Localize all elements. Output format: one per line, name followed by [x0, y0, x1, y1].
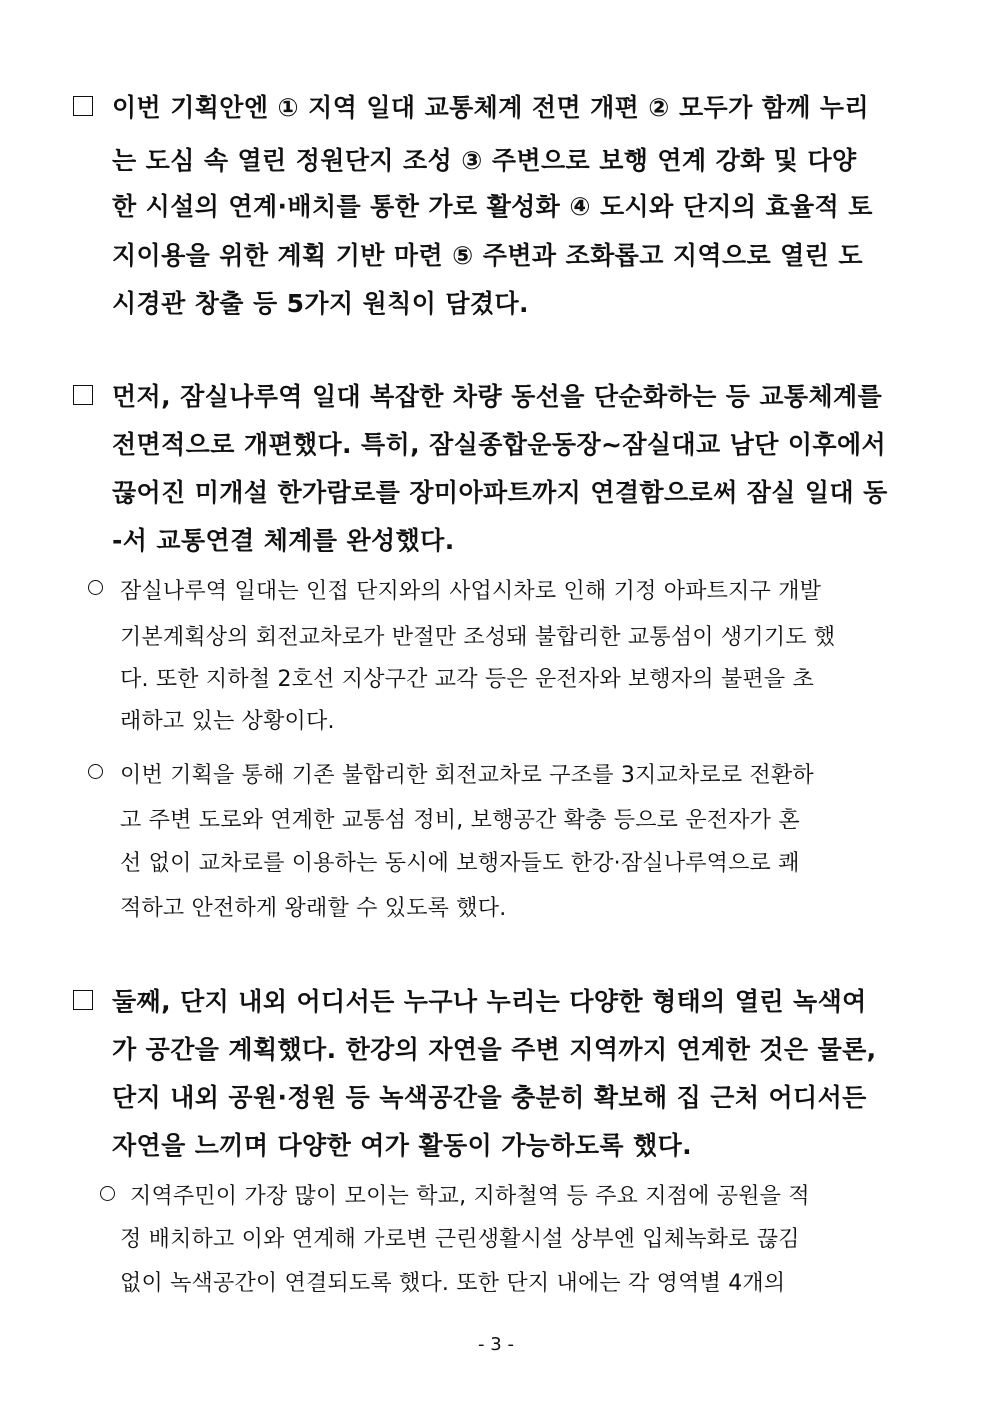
checkbox-square-marker [73, 385, 93, 405]
section-1-line-3: 한 시설의 연계·배치를 통한 가로 활성화 ④ 도시와 단지의 효율적 토 [112, 192, 873, 221]
sub-2-1-line-1: 잠실나루역 일대는 인접 단지와의 사업시차로 인해 기정 아파트지구 개발 [120, 579, 822, 604]
sub-2-2-line-4: 적하고 안전하게 왕래할 수 있도록 했다. [120, 896, 507, 921]
sub-2-1-line-2: 기본계획상의 회전교차로가 반절만 조성돼 불합리한 교통섬이 생기기도 했 [120, 625, 836, 650]
section-2-line-4: -서 교통연결 체계를 완성했다. [112, 526, 455, 555]
circle-bullet-marker [88, 580, 103, 595]
section-2-line-3: 끊어진 미개설 한가람로를 장미아파트까지 연결함으로써 잠실 일대 동 [112, 478, 888, 507]
circle-bullet-marker [100, 1186, 115, 1201]
checkbox-square-marker [73, 990, 93, 1010]
section-1-line-5: 시경관 창출 등 5가지 원칙이 담겼다. [112, 289, 529, 318]
section-2-line-1: 먼저, 잠실나루역 일대 복잡한 차량 동선을 단순화하는 등 교통체계를 [112, 382, 883, 411]
section-3-line-2: 가 공간을 계획했다. 한강의 자연을 주변 지역까지 연계한 것은 물론, [112, 1035, 877, 1064]
section-1-line-4: 지이용을 위한 계획 기반 마련 ⑤ 주변과 조화롭고 지역으로 열린 도 [112, 241, 863, 270]
sub-2-2-line-2: 고 주변 도로와 연계한 교통섬 정비, 보행공간 확충 등으로 운전자가 혼 [120, 808, 800, 833]
sub-3-1-line-2: 정 배치하고 이와 연계해 가로변 근린생활시설 상부엔 입체녹화로 끊김 [120, 1227, 800, 1252]
section-3-line-4: 자연을 느끼며 다양한 여가 활동이 가능하도록 했다. [112, 1131, 693, 1160]
sub-3-1-line-3: 없이 녹색공간이 연결되도록 했다. 또한 단지 내에는 각 영역별 4개의 [120, 1271, 786, 1296]
section-2-line-2: 전면적으로 개편했다. 특히, 잠실종합운동장~잠실대교 남단 이후에서 [112, 430, 887, 459]
section-1-line-1: 이번 기획안엔 ① 지역 일대 교통체계 전면 개편 ② 모두가 함께 누리 [112, 93, 870, 122]
sub-2-2-line-1: 이번 기획을 통해 기존 불합리한 회전교차로 구조를 3지교차로로 전환하 [120, 763, 814, 788]
sub-2-1-line-3: 다. 또한 지하철 2호선 지상구간 교각 등은 운전자와 보행자의 불편을 초 [120, 667, 814, 692]
section-3-line-3: 단지 내외 공원·정원 등 녹색공간을 충분히 확보해 집 근처 어디서든 [112, 1083, 867, 1112]
sub-3-1-line-1: 지역주민이 가장 많이 모이는 학교, 지하철역 등 주요 지점에 공원을 적 [130, 1184, 810, 1209]
sub-2-1-line-4: 래하고 있는 상황이다. [120, 709, 335, 734]
circle-bullet-marker [88, 764, 103, 779]
sub-2-2-line-3: 선 없이 교차로를 이용하는 동시에 보행자들도 한강·잠실나루역으로 쾌 [120, 851, 800, 876]
page-number: - 3 - [478, 1334, 514, 1355]
section-1-line-2: 는 도심 속 열린 정원단지 조성 ③ 주변으로 보행 연계 강화 및 다양 [112, 146, 857, 175]
checkbox-square-marker [73, 96, 93, 116]
section-3-line-1: 둘째, 단지 내외 어디서든 누구나 누리는 다양한 형태의 열린 녹색여 [112, 987, 867, 1016]
